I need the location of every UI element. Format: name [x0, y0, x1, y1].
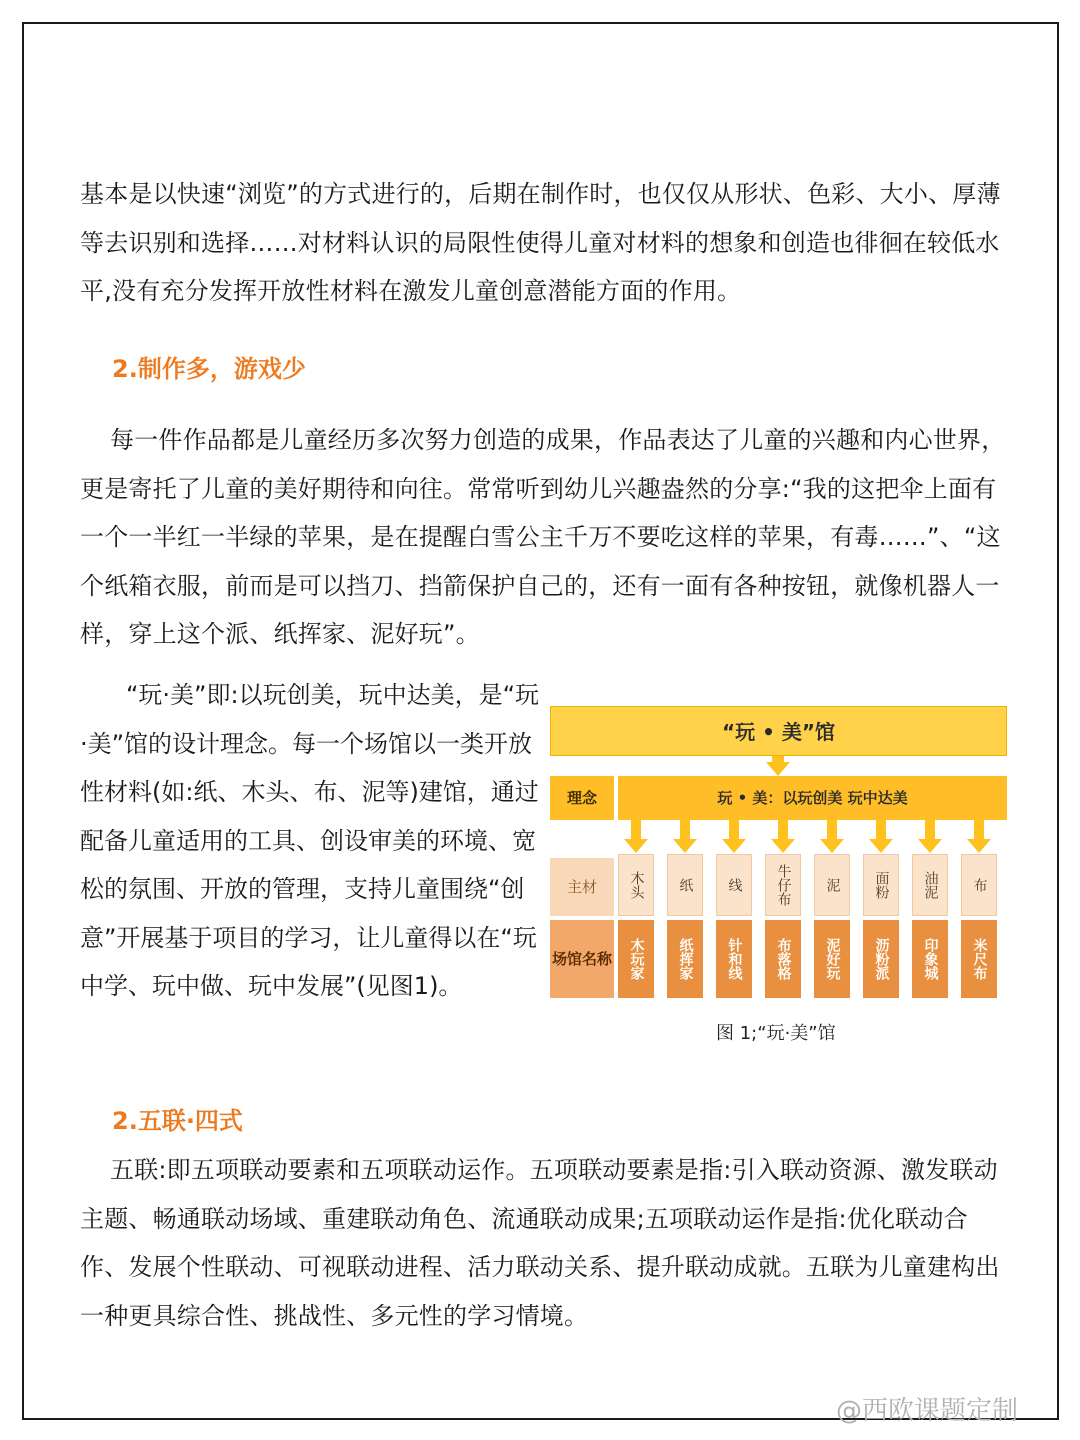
- figure-caption: 图 1;“玩·美”馆: [716, 1023, 836, 1044]
- paragraph-wanmei: “玩·美”即:以玩创美，玩中达美，是“玩·美”馆的设计理念。每一个场馆以一类开放性材料(如:纸、木头、布、泥等)建馆，通过配备儿童适用的工具、创设审美的环境、宽松的氛围、开放的管理，支持儿童围绕“创意”开展基于项目的学习，让儿童得以在“玩中学、玩中做、玩中发展”(见图1)。: [80, 681, 540, 1000]
- watermark: @西欧课题定制: [836, 1396, 1019, 1426]
- venue-cell: 沥粉派: [863, 920, 899, 998]
- material-cell: 布: [961, 854, 997, 916]
- concept-label: 理念: [550, 776, 614, 820]
- arrow-down: [624, 839, 648, 853]
- arrow-stem: [729, 820, 739, 840]
- material-cell: 木头: [618, 854, 654, 916]
- arrow-stem: [631, 820, 641, 840]
- arrow-down: [722, 839, 746, 853]
- paragraph-works: 每一件作品都是儿童经历多次努力创造的成果，作品表达了儿童的兴趣和内心世界，更是寄托了儿童的美好期待和向往。常常听到幼儿兴趣盎然的分享:“我的这把伞上面有一个一半红一半绿的苹果，是在提醒白雪公主千万不要吃这样的苹果，有毒……”、“这个纸箱衣服，前而是可以挡刀、挡箭保护自己的，还有一面有各种按钮，就像机器人一样，穿上这个派、纸挥家、泥好玩”。: [80, 426, 1006, 648]
- material-cell: 线: [716, 854, 752, 916]
- arrow-down: [771, 839, 795, 853]
- wanmei-diagram: [550, 706, 1007, 1018]
- arrow-down: [766, 762, 790, 776]
- arrow-stem: [827, 820, 837, 840]
- venue-cell: 木玩家: [618, 920, 654, 998]
- arrow-down: [967, 839, 991, 853]
- arrow-down: [869, 839, 893, 853]
- material-cell: 油泥: [912, 854, 948, 916]
- arrow-stem: [778, 820, 788, 840]
- venue-cell: 泥好玩: [814, 920, 850, 998]
- venue-label: 场馆名称: [550, 920, 614, 998]
- venue-cell: 米尺布: [961, 920, 997, 998]
- paragraph-wulian: 五联:即五项联动要素和五项联动运作。五项联动要素是指:引入联动资源、激发联动主题、畅通联动场域、重建联动角色、流通联动成果;五项联动运作是指:优化联动合作、发展个性联动、可视联动进程、活力联动关系、提升联动成就。五联为儿童建构出一种更具综合性、挑战性、多元性的学习情境。: [80, 1156, 1000, 1330]
- arrow-down: [820, 839, 844, 853]
- material-cell: 纸: [667, 854, 703, 916]
- material-cell: 面粉: [863, 854, 899, 916]
- section-heading-wulian: 2.五联·四式: [112, 1107, 243, 1135]
- arrow-stem: [680, 820, 690, 840]
- material-label: 主材: [550, 858, 614, 916]
- section-heading-making: 2.制作多，游戏少: [112, 355, 306, 383]
- diagram-title: “玩 • 美”馆: [550, 706, 1007, 756]
- arrow-stem: [925, 820, 935, 840]
- arrow-stem: [974, 820, 984, 840]
- arrow-stem: [876, 820, 886, 840]
- paragraph-materials: 基本是以快速“浏览”的方式进行的，后期在制作时，也仅仅从形状、色彩、大小、厚薄等去识别和选择……对材料认识的局限性使得儿童对材料的想象和创造也徘徊在较低水平,没有充分发挥开放性材料在激发儿童创意潜能方面的作用。: [80, 180, 1001, 305]
- arrow-down: [918, 839, 942, 853]
- venue-cell: 布落格: [765, 920, 801, 998]
- concept-text: 玩 • 美：以玩创美 玩中达美: [618, 776, 1007, 820]
- material-cell: 牛仔布: [765, 854, 801, 916]
- venue-cell: 纸挥家: [667, 920, 703, 998]
- venue-cell: 针和线: [716, 920, 752, 998]
- arrow-down: [673, 839, 697, 853]
- venue-cell: 印象城: [912, 920, 948, 998]
- material-cell: 泥: [814, 854, 850, 916]
